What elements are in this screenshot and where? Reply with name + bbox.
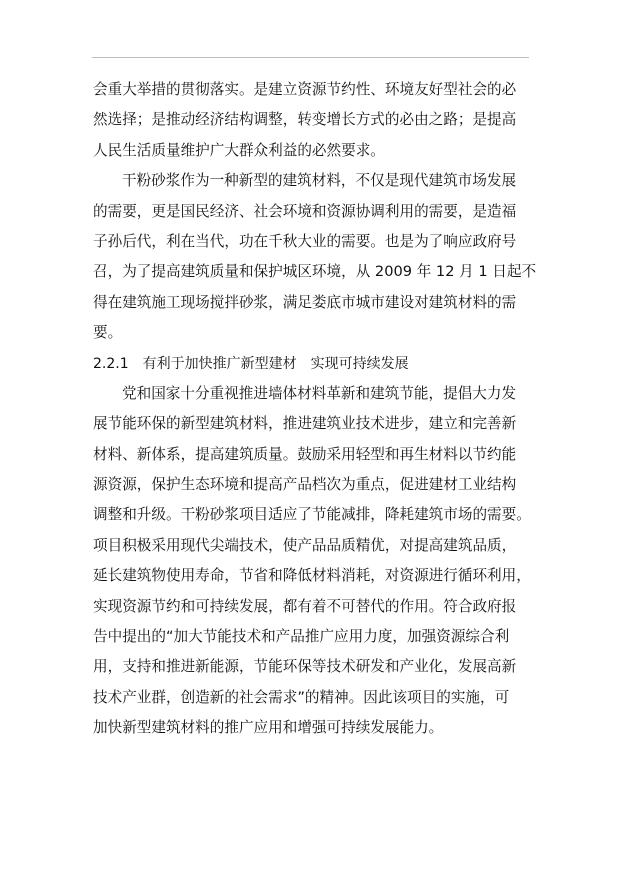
body-text [93, 75, 537, 744]
paragraph-line: 技术产业群，创造新的社会需求”的精神。因此该项目的实施，可 [93, 688, 510, 706]
paragraph-line: 项目积极采用现代尖端技术，使产品品质精优，对提高建筑品质， [93, 536, 517, 554]
paragraph-line: 得在建筑施工现场搅拌砂浆，满足娄底市城市建设对建筑材料的需 [93, 293, 517, 311]
paragraph-line: 源资源，保护生态环境和提高产品档次为重点，促进建材工业结构 [93, 476, 517, 494]
paragraph-line: 会重大举措的贯彻落实。是建立资源节约性、环境友好型社会的必 [93, 81, 517, 98]
paragraph-line: 展节能环保的新型建筑材料，推进建筑业技术进步，建立和完善新 [93, 415, 517, 433]
paragraph-line: 的需要，更是国民经济、社会环境和资源协调利用的需要，是造福 [93, 202, 517, 220]
paragraph-line: 要。 [93, 324, 123, 342]
paragraph-line: 然选择；是推动经济结构调整，转变增长方式的必由之路；是提高 [93, 111, 517, 129]
paragraph-line: 人民生活质量维护广大群众利益的必然要求。 [93, 141, 385, 159]
paragraph-line: 延长建筑物使用寿命，节省和降低材料消耗，对资源进行循环利用， [93, 567, 531, 585]
paragraph-line: 干粉砂浆作为一种新型的建筑材料，不仅是现代建筑市场发展 [122, 172, 517, 190]
paragraph-line: 调整和升级。干粉砂浆项目适应了节能减排，降耗建筑市场的需要。 [93, 506, 531, 524]
header-rule [92, 57, 529, 58]
paragraph-line: 告中提出的“加大节能技术和产品推广应用力度，加强资源综合利 [93, 628, 510, 646]
paragraph-line: 材料、新体系，提高建筑质量。鼓励采用轻型和再生材料以节约能 [93, 445, 517, 463]
paragraph-line: 实现资源节约和可持续发展，都有着不可替代的作用。符合政府报 [93, 597, 517, 615]
section-heading: 2.2.1 有利于加快推广新型建材 实现可持续发展 [93, 355, 409, 372]
paragraph-line: 加快新型建筑材料的推广应用和增强可持续发展能力。 [93, 719, 444, 737]
paragraph-line: 子孙后代，利在当代，功在千秋大业的需要。也是为了响应政府号 [93, 232, 517, 250]
paragraph-line: 用，支持和推进新能源，节能环保等技术研发和产业化，发展高新 [93, 658, 517, 676]
paragraph-line: 召，为了提高建筑质量和保护城区环境，从 2009 年 12 月 1 日起不 [93, 263, 537, 281]
paragraph-line: 党和国家十分重视推进墙体材料革新和建筑节能，提倡大力发 [122, 384, 517, 402]
